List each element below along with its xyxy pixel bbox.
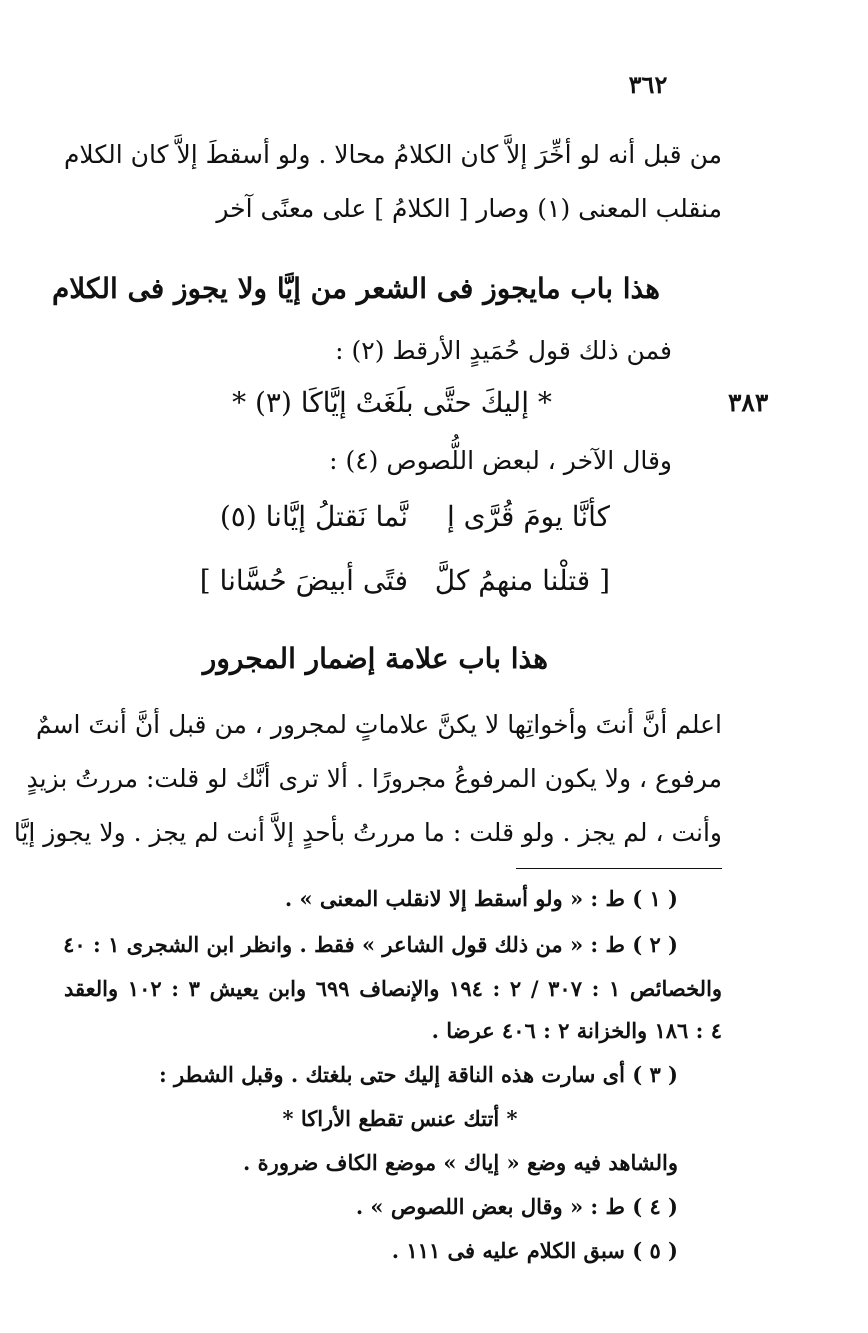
footnote-5: ( ٥ ) سبق الكلام عليه فى ١١١ . — [391, 1238, 678, 1263]
verse1: * إليكَ حتَّى بلَغَتْ إيَّاكَا (٣) * — [232, 386, 552, 419]
verse3-second-hemistich: فتًى أبيضَ حُسَّانا ] — [199, 564, 408, 597]
section1-intro2: وقال الآخر ، لبعض اللُّصوص (٤) : — [329, 446, 672, 475]
section2-heading: هذا باب علامة إضمار المجرور — [202, 642, 548, 675]
footnote-2-line2: والخصائص ١ : ٣٠٧ / ٢ : ١٩٤ والإنصاف ٦٩٩ وابن يعيش ٣ : ١٠٢ والعقد — [64, 976, 723, 1001]
footnote-3-verse: * أتتك عنس تقطع الأراكا * — [282, 1106, 518, 1131]
verse2-second-hemistich: نَّما نَقتلُ إيَّانا (٥) — [219, 500, 408, 533]
footnote-4: ( ٤ ) ط : « وقال بعض اللصوص » . — [355, 1194, 678, 1219]
verse2-first-hemistich: كأنَّا يومَ قُرَّى إ — [446, 500, 610, 533]
footnote-1: ( ١ ) ط : « ولو أسقط إلا لانقلب المعنى » . — [284, 886, 678, 911]
section1-heading: هذا باب مايجوز فى الشعر من إيَّا ولا يجوز فى الكلام — [51, 272, 660, 305]
section1-intro: فمن ذلك قول حُمَيدٍ الأرقط (٢) : — [335, 336, 672, 365]
footnote-2-line1: ( ٢ ) ط : « من ذلك قول الشاعر » فقط . وانظر ابن الشجرى ١ : ٤٠ — [63, 932, 678, 957]
footnote-separator — [516, 868, 722, 869]
footnote-3-line2: والشاهد فيه وضع « إياك » موضع الكاف ضرورة . — [243, 1150, 678, 1175]
section2-line3: وأنت ، لم يجز . ولو قلت : ما مررتُ بأحدٍ إلاَّ أنت لم يجز . ولا يجوز إيَّا — [13, 818, 722, 847]
page-number: ٣٦٢ — [628, 70, 668, 99]
verse3-first-hemistich: [ قتلْنا منهمُ كلَّ — [434, 564, 610, 597]
section2-line1: اعلم أنَّ أنتَ وأخواتِها لا يكنَّ علاماتٍ لمجرور ، من قبل أنَّ أنتَ اسمٌ — [35, 710, 722, 739]
footnote-2-line3: ٤ : ١٨٦ والخزانة ٢ : ٤٠٦ عرضا . — [431, 1018, 722, 1043]
paragraph1-line1: من قبل أنه لو أخِّرَ إلاَّ كان الكلامُ محالا . ولو أسقطَ إلاَّ كان الكلام — [63, 140, 722, 169]
margin-number: ٣٨٣ — [728, 388, 769, 417]
paragraph1-line2: منقلب المعنى (١) وصار [ الكلامُ ] على معنًى آخر — [216, 194, 722, 223]
section2-line2: مرفوع ، ولا يكون المرفوعُ مجرورًا . ألا ترى أنَّك لو قلت: مررتُ بزيدٍ — [26, 764, 722, 793]
footnote-3-line1: ( ٣ ) أى سارت هذه الناقة إليك حتى بلغتك . وقبل الشطر : — [158, 1062, 678, 1087]
